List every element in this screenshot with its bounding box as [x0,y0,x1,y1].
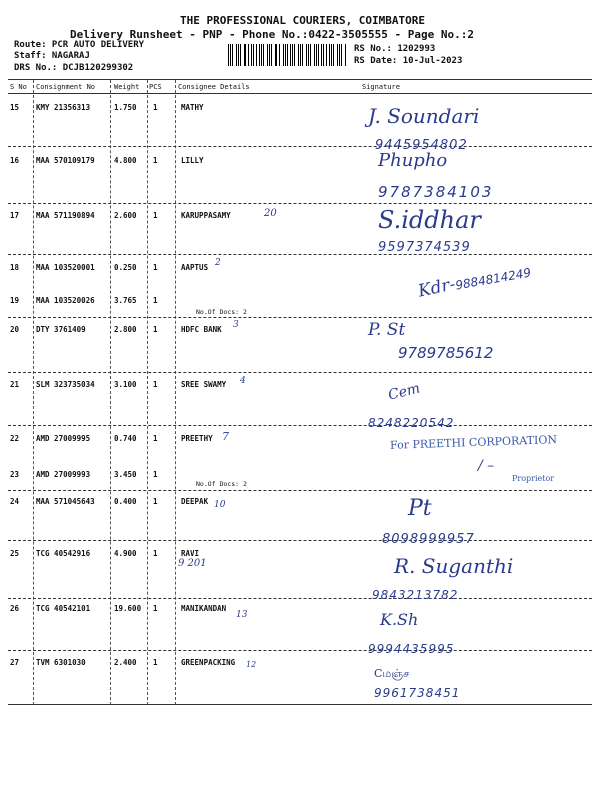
row-separator [8,203,592,204]
row-weight: 2.800 [114,325,137,334]
row-separator [8,490,592,491]
row-sno: 19 [10,296,20,305]
row-separator [8,650,592,651]
row-pcs: 1 [153,325,158,334]
row-consignment: MAA 103520001 [36,263,95,272]
phone-handwritten: 9884814249 [454,265,532,293]
note-handwritten: 13 [236,610,248,620]
row-consignment: MAA 571045643 [36,497,95,506]
col-signature: Signature [362,83,400,91]
row-separator [8,146,592,147]
stamp-signature-mark: / – [478,458,495,474]
row-separator [8,372,592,373]
signature-handwritten: K.Sh [380,610,419,629]
row-pcs: 1 [153,497,158,506]
phone-handwritten: 9994435995 [368,642,455,656]
row-pcs: 1 [153,658,158,667]
signature-handwritten: J. Soundari [368,104,480,128]
row-weight: 0.740 [114,434,137,443]
row-pcs: 1 [153,211,158,220]
row-pcs: 1 [153,103,158,112]
phone-handwritten: 9445954802 [375,138,468,153]
row-sno: 21 [10,380,20,389]
row-consignment: MAA 570109179 [36,156,95,165]
row-consignee: PREETHY [181,434,213,443]
row-weight: 3.765 [114,296,137,305]
row-pcs: 1 [153,434,158,443]
row-weight: 2.400 [114,658,137,667]
note-handwritten: 9 201 [178,558,207,569]
row-consignee: HDFC BANK [181,325,222,334]
phone-handwritten: 8248220542 [368,416,455,430]
header-rule-bottom [8,93,592,94]
phone-handwritten: 8098999957 [382,532,475,547]
signature-handwritten: R. Suganthi [394,554,514,578]
row-weight: 19.600 [114,604,142,613]
signature-handwritten: S.iddhar [378,206,481,234]
phone-handwritten: 9789785612 [398,344,494,362]
row-consignee: SREE SWAMY [181,380,227,389]
row-sno: 15 [10,103,20,112]
note-handwritten: 4 [240,376,246,386]
staff-label: Staff: NAGARAJ [14,51,90,61]
row-weight: 4.800 [114,156,137,165]
company-stamp: For PREETHI CORPORATION [389,433,558,452]
row-separator [8,254,592,255]
row-weight: 0.400 [114,497,137,506]
header-rule-top [8,79,592,80]
col-divider [147,80,148,705]
table-bottom-rule [8,704,592,705]
row-consignee: LILLY [181,156,204,165]
note-handwritten: 20 [264,208,277,219]
note-handwritten: 10 [214,500,226,510]
row-sno: 22 [10,434,20,443]
row-consignee: RAVI [181,549,200,558]
col-sno: S No [10,83,27,91]
row-weight: 0.250 [114,263,137,272]
row-separator [8,540,592,541]
row-consignment: SLM 323735034 [36,380,95,389]
row-pcs: 1 [153,470,158,479]
row-weight: 1.750 [114,103,137,112]
route-label: Route: PCR AUTO DELIVERY [14,40,145,50]
col-consignment: Consignment No [36,83,96,91]
row-consignee: AAPTUS [181,263,209,272]
row-separator [8,425,592,426]
col-weight: Weight [114,83,140,91]
row-consignee: GREENPACKING [181,658,236,667]
note-handwritten: 7 [222,430,229,443]
row-pcs: 1 [153,156,158,165]
rs-date: RS Date: 10-Jul-2023 [354,56,463,66]
row-pcs: 1 [153,263,158,272]
row-consignment: MAA 103520026 [36,296,95,305]
barcode-image [228,44,346,66]
row-consignee: KARUPPASAMY [181,211,231,220]
signature-handwritten: Cமஞ்ச [374,667,410,680]
col-divider [175,80,176,705]
docs-count: No.Of Docs: 2 [196,480,247,488]
signature-handwritten: P. St [368,320,406,340]
row-separator [8,598,592,599]
signature-handwritten: Kdr- [416,274,458,302]
rs-number: RS No.: 1202993 [354,44,436,54]
row-sno: 16 [10,156,20,165]
signature-handwritten: Phupho [378,150,448,171]
row-consignment: DTY 3761409 [36,325,86,334]
row-consignment: TCG 40542101 [36,604,91,613]
row-sno: 25 [10,549,20,558]
phone-handwritten: 9597374539 [378,240,471,255]
row-consignee: MATHY [181,103,204,112]
note-handwritten: 3 [233,320,239,330]
col-consignee: Consignee Details [178,83,250,91]
runsheet-subtitle: Delivery Runsheet - PNP - Phone No.:0422-3505555 - Page No.:2 [70,28,474,41]
row-pcs: 1 [153,296,158,305]
row-separator [8,317,592,318]
stamp-proprietor: Proprietor [512,474,555,483]
row-sno: 18 [10,263,20,272]
docs-count: No.Of Docs: 2 [196,308,247,316]
col-pcs: PCS [149,83,162,91]
signature-handwritten: Cem [386,380,422,404]
row-pcs: 1 [153,549,158,558]
row-sno: 23 [10,470,20,479]
row-consignee: DEEPAK [181,497,209,506]
row-weight: 3.450 [114,470,137,479]
row-pcs: 1 [153,604,158,613]
phone-handwritten: 9787384103 [378,183,494,201]
note-handwritten: 2 [215,258,221,268]
row-weight: 2.600 [114,211,137,220]
row-sno: 17 [10,211,20,220]
phone-handwritten: 9961738451 [374,686,461,700]
row-pcs: 1 [153,380,158,389]
col-divider [33,80,34,705]
row-consignee: MANIKANDAN [181,604,227,613]
row-consignment: MAA 571190894 [36,211,95,220]
row-sno: 27 [10,658,20,667]
phone-handwritten: 9843213782 [372,588,459,602]
row-sno: 26 [10,604,20,613]
row-sno: 24 [10,497,20,506]
row-consignment: AMD 27009993 [36,470,91,479]
row-weight: 4.900 [114,549,137,558]
row-sno: 20 [10,325,20,334]
col-divider [110,80,111,705]
signature-handwritten: Pt [408,496,432,521]
row-consignment: KMY 21356313 [36,103,91,112]
drs-number: DRS No.: DCJB120299302 [14,63,134,73]
row-consignment: AMD 27009995 [36,434,91,443]
note-handwritten: 12 [246,660,257,669]
runsheet-title: THE PROFESSIONAL COURIERS, COIMBATORE [180,14,426,27]
row-consignment: TVM 6301030 [36,658,86,667]
row-weight: 3.100 [114,380,137,389]
row-consignment: TCG 40542916 [36,549,91,558]
